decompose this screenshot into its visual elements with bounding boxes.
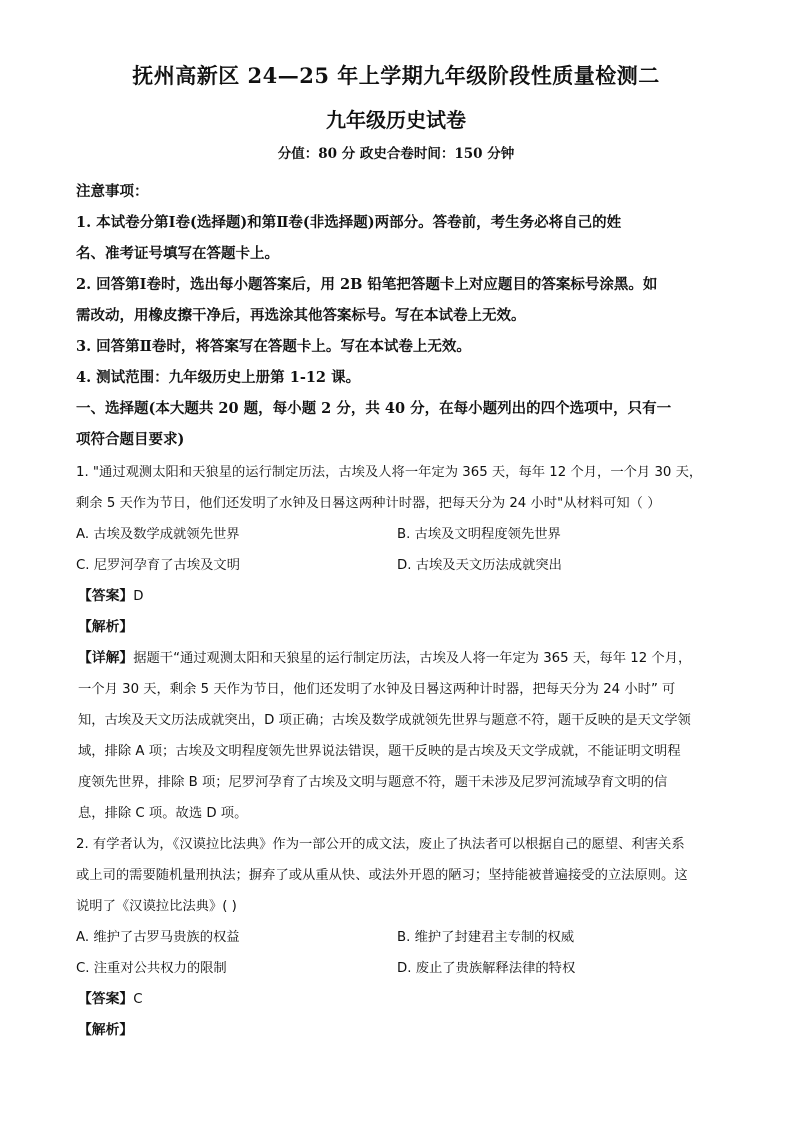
option-a: A. 维护了古罗马贵族的权益 <box>76 930 240 945</box>
analysis-line <box>78 612 716 643</box>
exam-title: 抚州高新区 24—25 年上学期九年级阶段性质量检测二 <box>132 63 660 88</box>
question-stem-line: 或上司的需要随机量刑执法；摒弃了或从重从快、或法外开恩的陋习；坚持能被普遍接受的立法原则。这 <box>76 868 688 883</box>
section-heading: 项符合题目要求) <box>76 431 185 448</box>
detail-line: 度领先世界，排除 B 项；尼罗河孕育了古埃及文明与题意不符，题干未涉及尼罗河流域孕育文明的信 <box>78 775 668 790</box>
question-2 <box>76 829 716 1046</box>
notes-heading: 注意事项： <box>76 183 149 200</box>
section-heading: 一、选择题(本大题共 20 题，每小题 2 分，共 40 分，在每小题列出的四个选项中，只有一 <box>76 400 672 417</box>
option-b: B. 古埃及文明程度领先世界 <box>397 527 561 542</box>
exam-meta: 分值：80 分 政史合卷时间：150 分钟 <box>277 146 515 162</box>
question-stem-line: 1. "通过观测太阳和天狼星的运行制定历法，古埃及人将一年定为 365 天，每年 12 个月，一个月 30 天， <box>76 465 703 480</box>
question-stem-line: 剩余 5 天作为节日，他们还发明了水钟及日晷这两种计时器，把每天分为 24 小时"从材料可知（ ） <box>76 496 661 511</box>
answer-line <box>78 984 716 1015</box>
detail-line: 域，排除 A 项；古埃及文明程度领先世界说法错误，题干反映的是古埃及天文学成就，不能证明文明程 <box>78 744 681 759</box>
question-options <box>76 922 716 984</box>
detail-text: 据题干“通过观测太阳和天狼星的运行制定历法，古埃及人将一年定为 365 天，每年 12 个月， <box>133 651 692 666</box>
option-a: A. 古埃及数学成就领先世界 <box>76 527 240 542</box>
notes-line: 2. 回答第Ⅰ卷时，选出每小题答案后，用 2B 铅笔把答题卡上对应题目的答案标号涂黑。如 <box>76 276 658 293</box>
notes-line: 3. 回答第Ⅱ卷时，将答案写在答题卡上。写在本试卷上无效。 <box>76 338 471 355</box>
notes-line: 名、准考证号填写在答题卡上。 <box>76 245 279 262</box>
option-c: C. 尼罗河孕育了古埃及文明 <box>76 558 241 573</box>
question-stem-line: 说明了《汉谟拉比法典》( ) <box>76 899 237 914</box>
analysis-tag: 【解析】 <box>78 1022 134 1038</box>
answer-tag: 【答案】 <box>78 991 134 1007</box>
answer-tag: 【答案】 <box>78 588 134 604</box>
detail-line: 息，排除 C 项。故选 D 项。 <box>78 806 248 821</box>
detail-line: 一个月 30 天，剩余 5 天作为节日，他们还发明了水钟及日晷这两种计时器，把每天分为 24 小时” 可 <box>78 682 676 697</box>
analysis-line <box>78 1015 716 1046</box>
question-options <box>76 519 716 581</box>
answer-line <box>78 581 716 612</box>
exam-subtitle: 九年级历史试卷 <box>326 108 466 132</box>
option-b: B. 维护了封建君主专制的权威 <box>397 930 575 945</box>
answer-value: C <box>133 992 143 1007</box>
option-c: C. 注重对公共权力的限制 <box>76 961 227 976</box>
option-d: D. 废止了贵族解释法律的特权 <box>397 961 576 976</box>
detail-tag: 【详解】 <box>78 650 134 666</box>
option-d: D. 古埃及天文历法成就突出 <box>397 558 562 573</box>
detail-line: 知，古埃及天文历法成就突出，D 项正确；古埃及数学成就领先世界与题意不符，题干反映的是天文学领 <box>78 713 691 728</box>
notes-line: 1. 本试卷分第Ⅰ卷(选择题)和第Ⅱ卷(非选择题)两部分。答卷前，考生务必将自己的姓 <box>76 214 622 231</box>
question-1 <box>76 457 716 829</box>
analysis-tag: 【解析】 <box>78 619 134 635</box>
question-stem-line: 2. 有学者认为，《汉谟拉比法典》作为一部公开的成文法，废止了执法者可以根据自己的愿望、利害关系 <box>76 837 685 852</box>
notes-line: 需改动，用橡皮擦干净后，再选涂其他答案标号。写在本试卷上无效。 <box>76 307 526 324</box>
answer-value: D <box>133 589 144 604</box>
notes-line: 4. 测试范围：九年级历史上册第 1-12 课。 <box>76 369 361 386</box>
detail-line <box>78 643 716 674</box>
